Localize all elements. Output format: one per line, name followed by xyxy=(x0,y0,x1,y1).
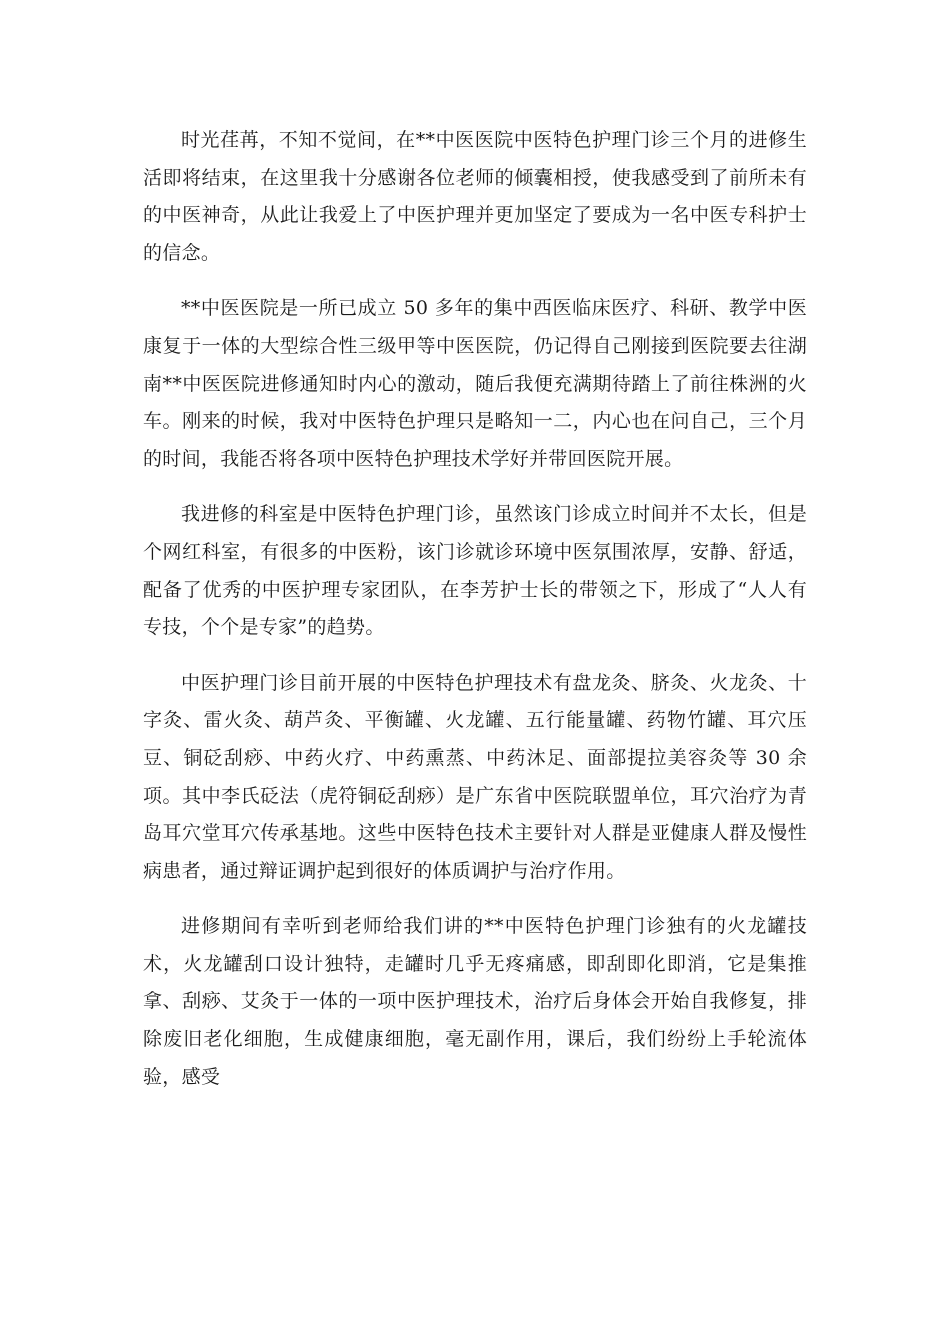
document-body xyxy=(143,122,807,1114)
paragraph-3: 我进修的科室是中医特色护理门诊，虽然该门诊成立时间并不太长，但是个网红科室，有很多的中医粉，该门诊就诊环境中医氛围浓厚，安静、舒适，配备了优秀的中医护理专家团队，在李芳护士长的带领之下，形成了“人人有专技，个个是专家”的趋势。 xyxy=(143,503,807,639)
paragraph-1: 时光荏苒，不知不觉间，在**中医医院中医特色护理门诊三个月的进修生活即将结束，在这里我十分感谢各位老师的倾囊相授，使我感受到了前所未有的中医神奇，从此让我爱上了中医护理并更加坚定了要成为一名中医专科护士的信念。 xyxy=(143,129,807,264)
paragraph-4: 中医护理门诊目前开展的中医特色护理技术有盘龙灸、脐灸、火龙灸、十字灸、雷火灸、葫芦灸、平衡罐、火龙罐、五行能量罐、药物竹罐、耳穴压豆、铜砭刮痧、中药火疗、中药熏蒸、中药沐足、面部提拉美容灸等 30 余项。其中李氏砭法（虎符铜砭刮痧）是广东省中医院联盟单位，耳穴治疗为青岛耳穴堂耳穴传承基地。这些中医特色技术主要针对人群是亚健康人群及慢性病患者，通过辩证调护起到很好的体质调护与治疗作用。 xyxy=(143,671,807,882)
paragraph-2: **中医医院是一所已成立 50 多年的集中西医临床医疗、科研、教学中医康复于一体的大型综合性三级甲等中医医院，仍记得自己刚接到医院要去往湖南**中医医院进修通知时内心的激动，随后我便充满期待踏上了前往株洲的火车。刚来的时候，我对中医特色护理只是略知一二，内心也在问自己，三个月的时间，我能否将各项中医特色护理技术学好并带回医院开展。 xyxy=(143,297,807,470)
paragraph-5: 进修期间有幸听到老师给我们讲的**中医特色护理门诊独有的火龙罐技术，火龙罐刮口设计独特，走罐时几乎无疼痛感，即刮即化即消，它是集推拿、刮痧、艾灸于一体的一项中医护理技术，治疗后身体会开始自我修复，排除废旧老化细胞，生成健康细胞，毫无副作用，课后，我们纷纷上手轮流体验，感受 xyxy=(143,915,807,1088)
